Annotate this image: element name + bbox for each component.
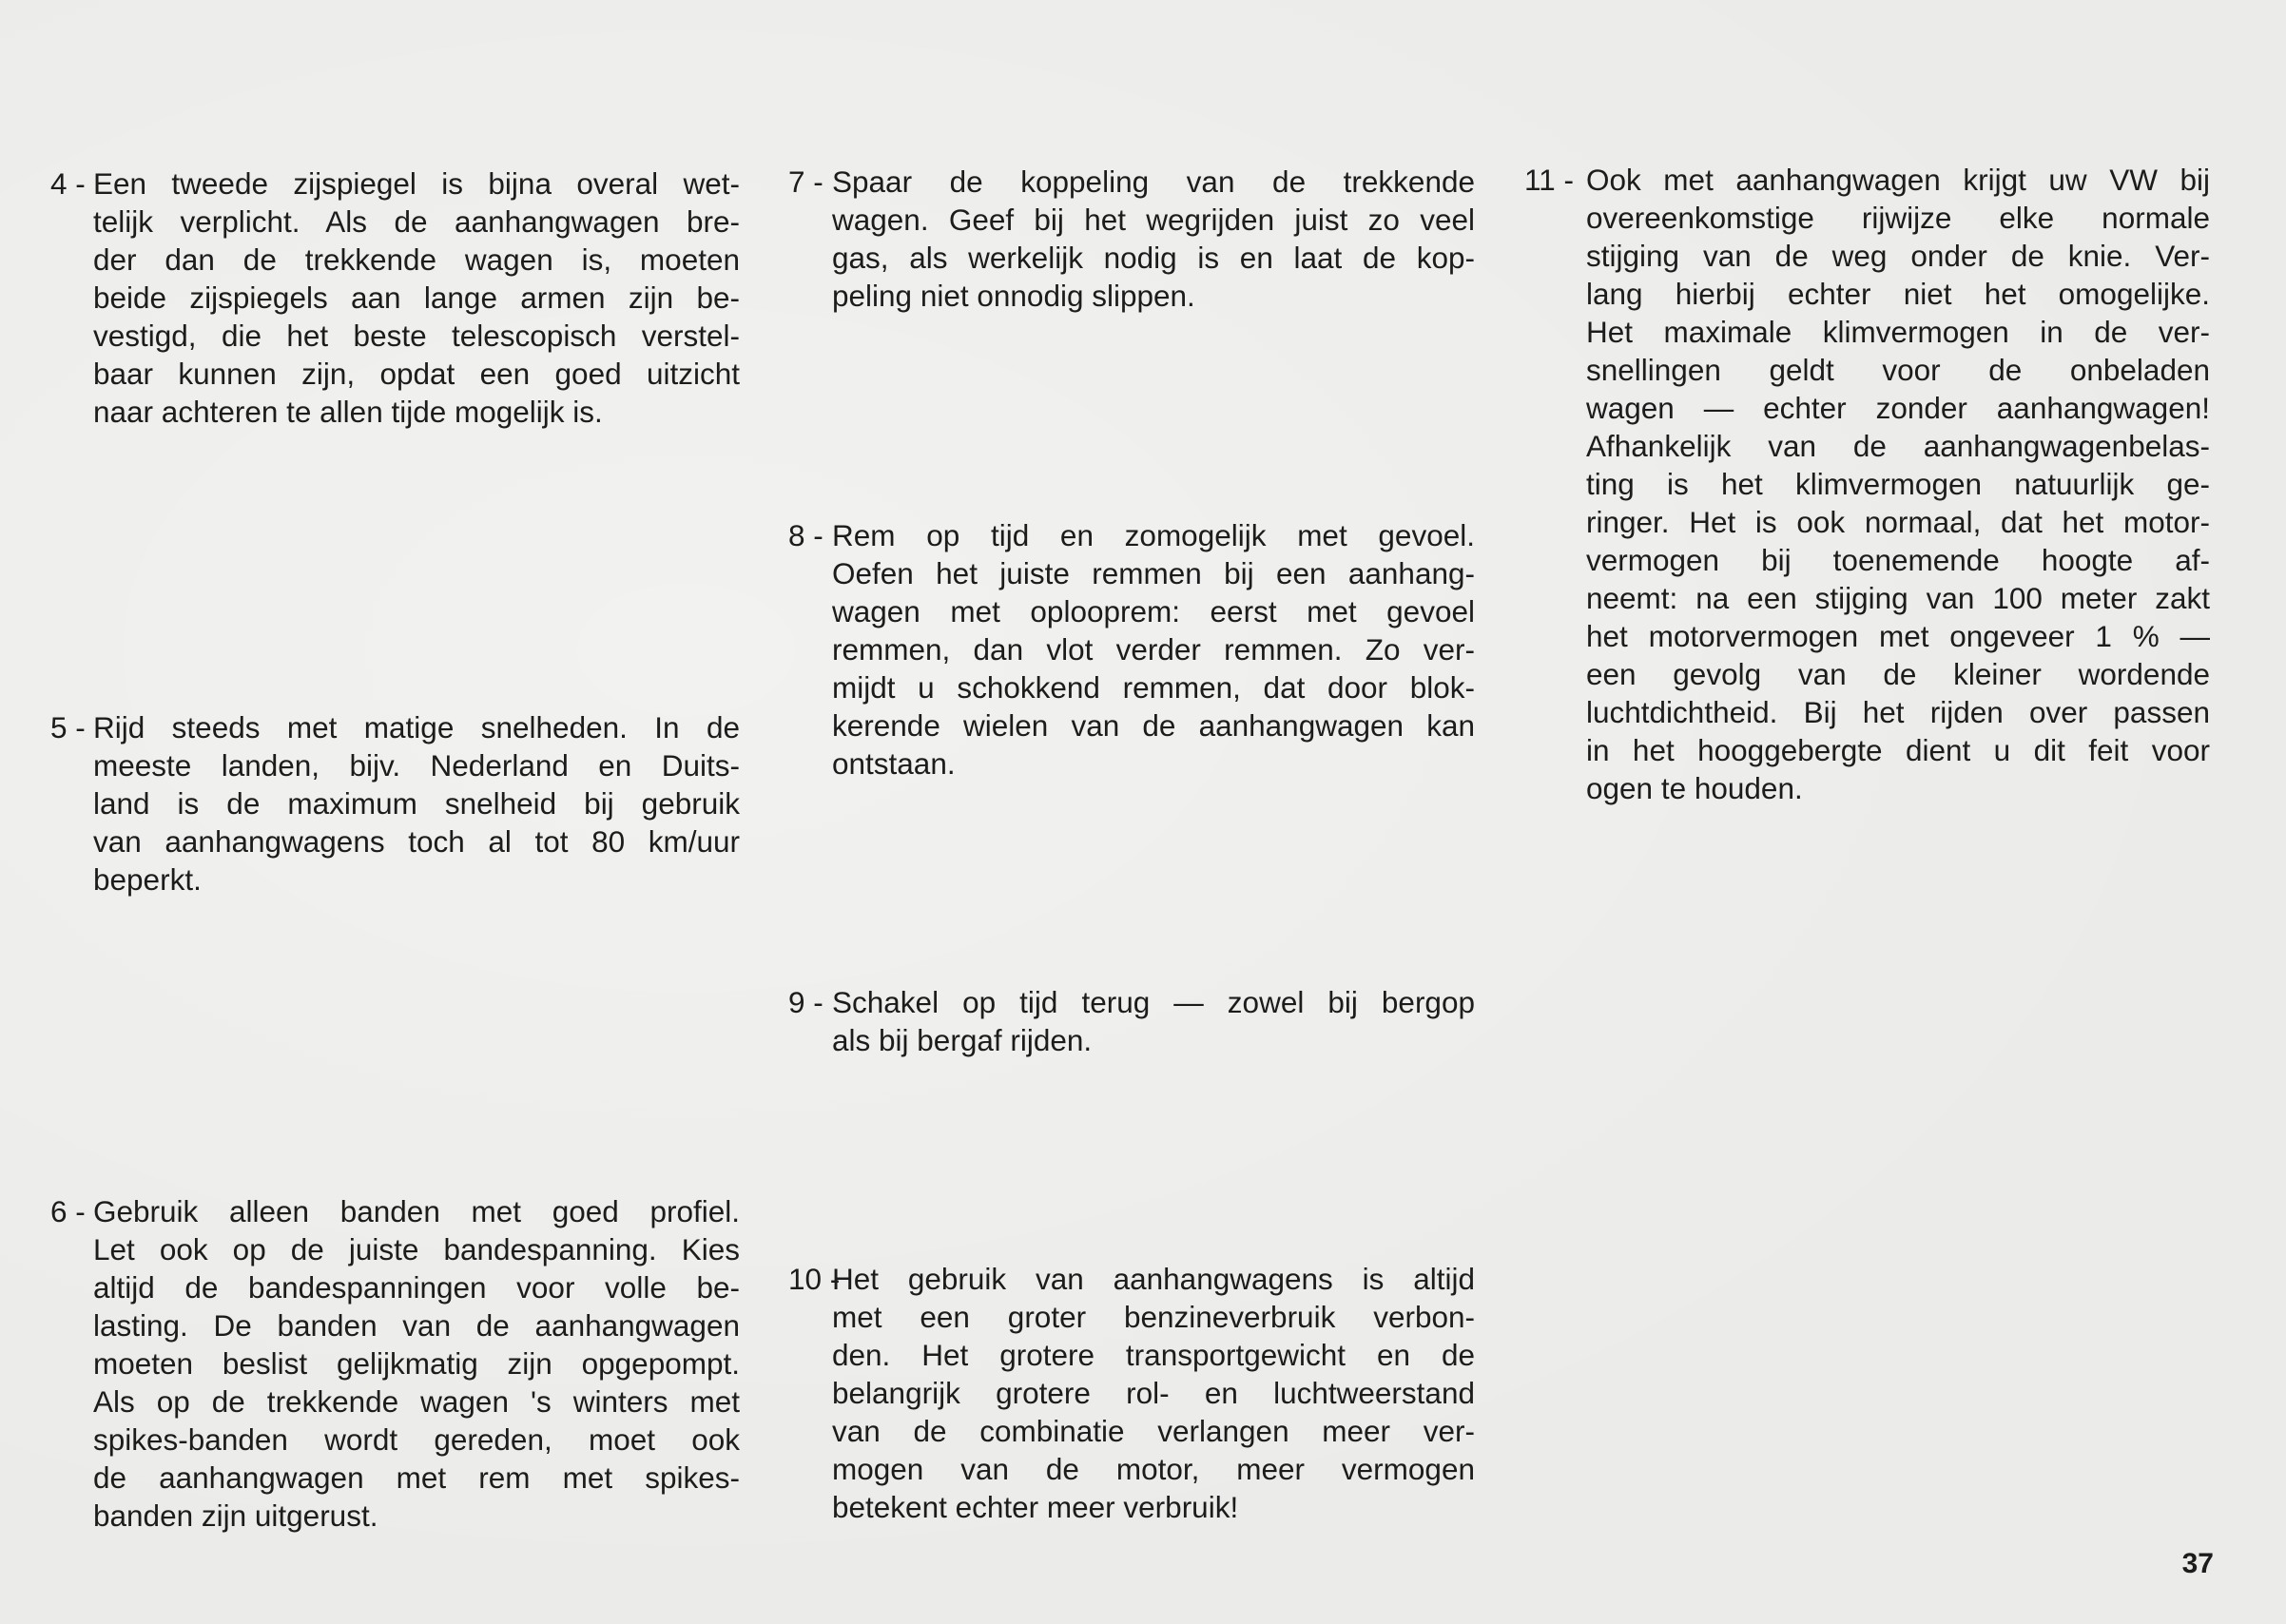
tip-line: banden zijn uitgerust. — [93, 1498, 378, 1533]
tip-text — [93, 708, 740, 899]
tip-line: wagen met oplooprem: eerst met gevoel — [832, 594, 1475, 628]
tip-line: peling niet onnodig slippen. — [832, 279, 1195, 313]
tip-line: telijk verplicht. Als de aanhangwagen bre- — [93, 204, 740, 239]
tip-text — [93, 1192, 740, 1535]
tip-text — [832, 1260, 1475, 1526]
tip-number: 7 - — [788, 164, 823, 199]
tip-line: ting is het klimvermogen natuurlijk ge- — [1586, 467, 2210, 501]
tip-line: een gevolg van de kleiner wordende — [1586, 657, 2210, 691]
tip-number: 5 - — [50, 710, 86, 744]
tip-number: 6 - — [50, 1194, 86, 1228]
tip-line: wagen — echter zonder aanhangwagen! — [1586, 391, 2210, 425]
page-number: 37 — [2181, 1548, 2214, 1579]
tip-line: den. Het grotere transportgewicht en de — [832, 1338, 1475, 1372]
tip-line: Let ook op de juiste bandespanning. Kies — [93, 1232, 740, 1266]
tip-line: Rijd steeds met matige snelheden. In de — [93, 710, 740, 744]
tip-line: de aanhangwagen met rem met spikes- — [93, 1460, 740, 1495]
tip-line: in het hooggebergte dient u dit feit voor — [1586, 733, 2210, 767]
tip-line: ringer. Het is ook normaal, dat het motor- — [1586, 505, 2210, 539]
tip-item-4 — [50, 164, 740, 431]
tip-item-5 — [50, 708, 740, 899]
tip-line: lang hierbij echter niet het omogelijke. — [1586, 277, 2210, 311]
tip-line: mijdt u schokkend remmen, dat door blok- — [832, 670, 1475, 705]
tip-line: betekent echter meer verbruik! — [832, 1490, 1239, 1524]
tip-line: Oefen het juiste remmen bij een aanhang- — [832, 556, 1475, 590]
tip-line: Spaar de koppeling van de trekkende — [832, 164, 1475, 199]
tip-line: met een groter benzineverbruik verbon- — [832, 1300, 1475, 1334]
tip-line: der dan de trekkende wagen is, moeten — [93, 242, 740, 277]
tip-line: altijd de bandespanningen voor volle be- — [93, 1270, 740, 1305]
tip-line: Rem op tijd en zomogelijk met gevoel. — [832, 518, 1475, 552]
tip-line: ontstaan. — [832, 746, 956, 781]
tip-line: wagen. Geef bij het wegrijden juist zo veel — [832, 203, 1475, 237]
tip-item-7 — [788, 163, 1475, 315]
tip-line: remmen, dan vlot verder remmen. Zo ver- — [832, 632, 1475, 667]
tip-line: snellingen geldt voor de onbeladen — [1586, 353, 2210, 387]
tip-line: lasting. De banden van de aanhangwagen — [93, 1308, 740, 1343]
tip-line: van aanhangwagens toch al tot 80 km/uur — [93, 824, 740, 859]
tip-number: 11 - — [1524, 163, 1574, 197]
tip-text — [832, 163, 1475, 315]
tip-line: van de combinatie verlangen meer ver- — [832, 1414, 1475, 1448]
tip-line: Gebruik alleen banden met goed profiel. — [93, 1194, 740, 1228]
tip-line: Het gebruik van aanhangwagens is altijd — [832, 1262, 1475, 1296]
tip-line: stijging van de weg onder de knie. Ver- — [1586, 239, 2210, 273]
tip-line: mogen van de motor, meer vermogen — [832, 1452, 1475, 1486]
tip-line: Afhankelijk van de aanhangwagenbelas- — [1586, 429, 2210, 463]
tip-line: beide zijspiegels aan lange armen zijn be- — [93, 280, 740, 315]
tip-line: als bij bergaf rijden. — [832, 1023, 1093, 1057]
tip-line: moeten beslist gelijkmatig zijn opgepompt. — [93, 1346, 740, 1381]
tip-number: 4 - — [50, 166, 86, 201]
tip-line: Het maximale klimvermogen in de ver- — [1586, 315, 2210, 349]
tip-text — [832, 983, 1475, 1059]
tip-item-11 — [1524, 161, 2210, 807]
tip-line: vermogen bij toenemende hoogte af- — [1586, 543, 2210, 577]
tip-line: meeste landen, bijv. Nederland en Duits- — [93, 748, 740, 783]
tip-number: 10 - — [788, 1262, 841, 1296]
tip-line: land is de maximum snelheid bij gebruik — [93, 786, 740, 821]
tip-item-9 — [788, 983, 1475, 1059]
tip-item-8 — [788, 516, 1475, 783]
tip-line: beperkt. — [93, 862, 202, 897]
tip-line: neemt: na een stijging van 100 meter zakt — [1586, 581, 2210, 615]
tip-line: ogen te houden. — [1586, 771, 1803, 805]
tip-line: Een tweede zijspiegel is bijna overal wet- — [93, 166, 740, 201]
tip-number: 8 - — [788, 518, 823, 552]
tip-number: 9 - — [788, 985, 823, 1019]
tip-line: het motorvermogen met ongeveer 1 % — — [1586, 619, 2210, 653]
tip-text — [1586, 161, 2210, 807]
tip-line: belangrijk grotere rol- en luchtweerstand — [832, 1376, 1475, 1410]
tip-line: vestigd, die het beste telescopisch verstel- — [93, 319, 740, 353]
tip-line: kerende wielen van de aanhangwagen kan — [832, 708, 1475, 743]
tip-line: baar kunnen zijn, opdat een goed uitzicht — [93, 357, 740, 391]
tip-line: naar achteren te allen tijde mogelijk is. — [93, 395, 603, 429]
tip-line: luchtdichtheid. Bij het rijden over passen — [1586, 695, 2210, 729]
tip-line: gas, als werkelijk nodig is en laat de kop- — [832, 241, 1475, 275]
tip-text — [832, 516, 1475, 783]
tip-item-6 — [50, 1192, 740, 1535]
tip-line: overeenkomstige rijwijze elke normale — [1586, 201, 2210, 235]
tip-text — [93, 164, 740, 431]
tip-line: Als op de trekkende wagen 's winters met — [93, 1384, 740, 1419]
tip-line: spikes-banden wordt gereden, moet ook — [93, 1422, 740, 1457]
tip-item-10 — [788, 1260, 1475, 1526]
tip-line: Ook met aanhangwagen krijgt uw VW bij — [1586, 163, 2210, 197]
tip-line: Schakel op tijd terug — zowel bij bergop — [832, 985, 1475, 1019]
